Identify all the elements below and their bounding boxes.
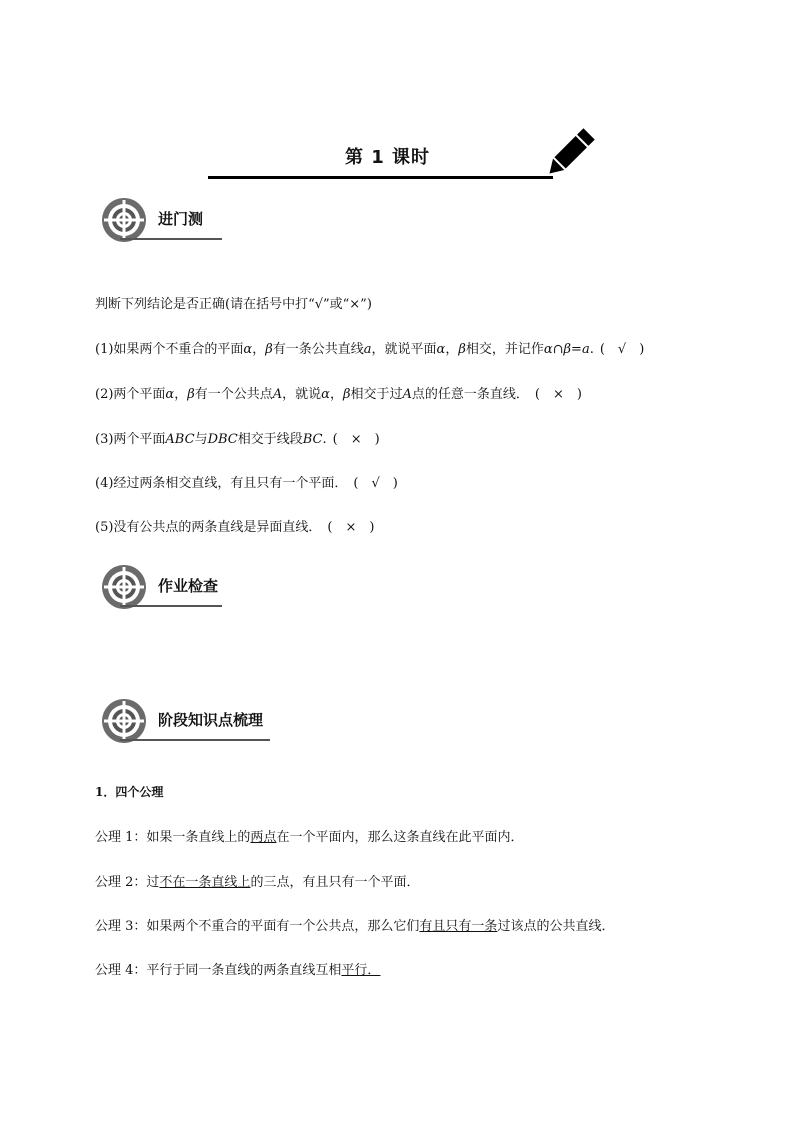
section-entry-test	[100, 196, 300, 244]
section-homework-check	[100, 563, 300, 611]
axiom-4: 公理 4：平行于同一条直线的两条直线互相平行．	[95, 963, 381, 978]
section-label: 进门测	[158, 210, 204, 228]
title-underline	[208, 176, 553, 179]
quiz-item-3: (3)两个平面ABC与DBC相交于线段BC. ( × )	[95, 428, 380, 447]
quiz-item-5: (5)没有公共点的两条直线是异面直线． ( × )	[95, 516, 374, 535]
quiz-item-4: (4)经过两条相交直线，有且只有一个平面． ( √ )	[95, 472, 398, 491]
page-title: 第 1 课时	[345, 147, 431, 168]
axiom-1: 公理 1：如果一条直线上的两点在一个平面内，那么这条直线在此平面内．	[95, 830, 524, 845]
target-icon	[100, 697, 148, 745]
pencil-icon	[542, 124, 598, 182]
section-label: 阶段知识点梳理	[158, 711, 264, 729]
quiz-item-1: (1)如果两个不重合的平面α，β有一条公共直线a，就说平面α，β相交，并记作α∩β=a. ( √ )	[95, 338, 644, 357]
quiz-instruction: 判断下列结论是否正确(请在括号中打“√”或“×”)	[95, 297, 372, 312]
target-icon	[100, 563, 148, 611]
axiom-3: 公理 3：如果两个不重合的平面有一个公共点，那么它们有且只有一条过该点的公共直线．	[95, 919, 615, 934]
answer-box: ( × )	[327, 520, 375, 535]
target-icon	[100, 196, 148, 244]
answer-box: ( × )	[534, 387, 582, 402]
section-underline	[120, 739, 270, 741]
section-underline	[120, 605, 222, 607]
answer-box: ( √ )	[353, 476, 398, 491]
section-knowledge-review	[100, 697, 300, 745]
answer-box: ( √ )	[599, 342, 645, 357]
quiz-item-2: (2)两个平面α，β有一个公共点A，就说α，β相交于过A点的任意一条直线． ( × )	[95, 383, 582, 402]
section-underline	[120, 238, 222, 240]
answer-box: ( × )	[332, 432, 380, 447]
axiom-2: 公理 2：过不在一条直线上的三点，有且只有一个平面．	[95, 875, 420, 890]
knowledge-heading: 1．四个公理	[95, 785, 164, 799]
section-label: 作业检查	[158, 577, 219, 595]
